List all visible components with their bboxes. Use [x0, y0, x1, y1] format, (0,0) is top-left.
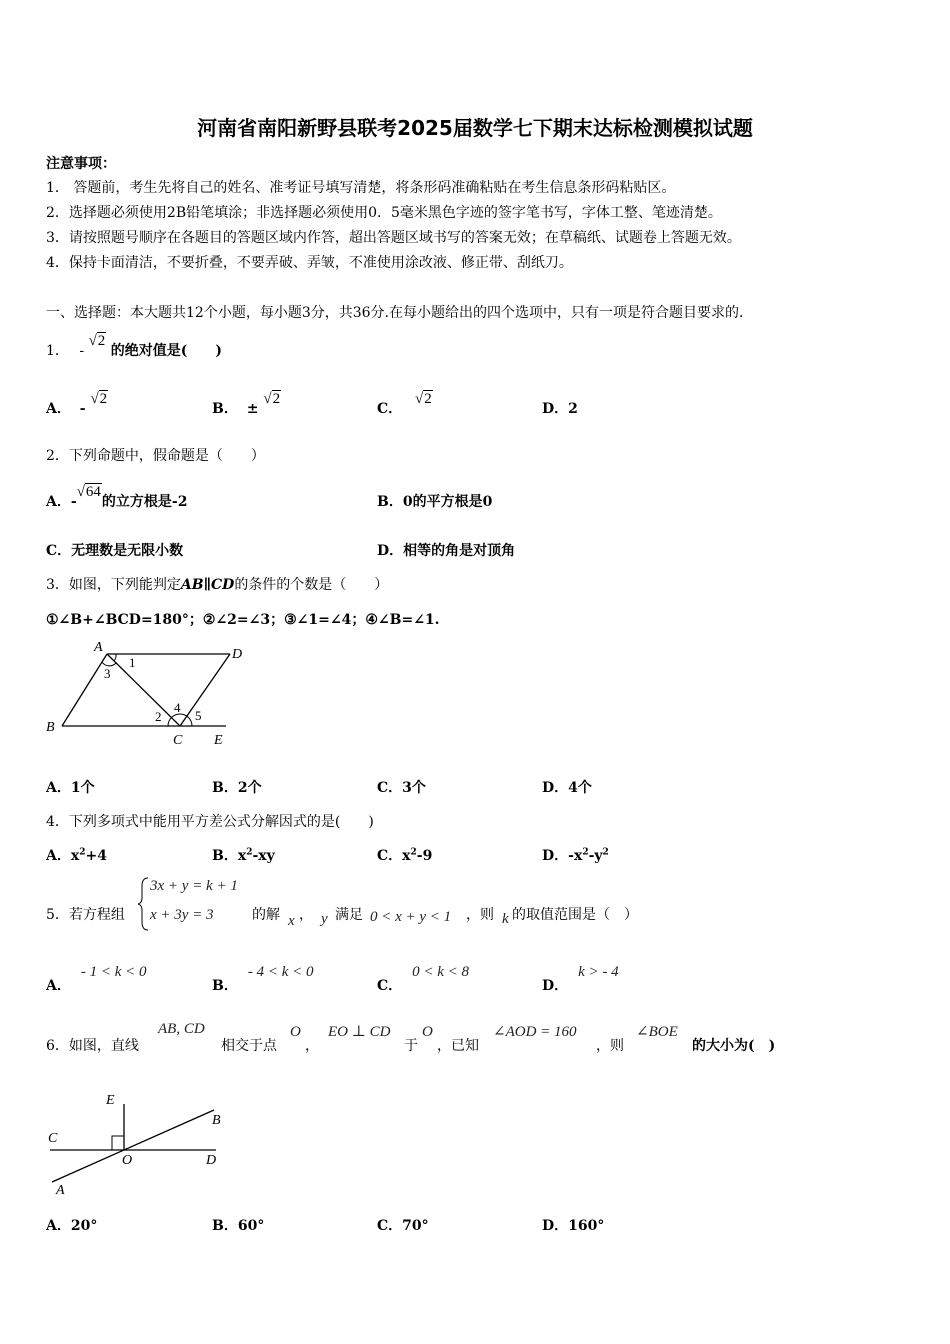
option-d	[542, 845, 609, 865]
radicand: 2	[99, 391, 108, 407]
radicand: 64	[85, 484, 101, 500]
option-text: 的立方根是-2	[101, 494, 188, 510]
question-1-stem	[46, 333, 222, 360]
radicand: 2	[97, 333, 106, 349]
option-d: D．2	[542, 401, 578, 417]
option-label: D．	[542, 848, 569, 864]
option-label: C．	[377, 848, 403, 864]
system-brace	[138, 876, 150, 932]
right-angle-mark	[112, 1136, 124, 1150]
option-label: A．	[46, 401, 71, 417]
var-y: y	[321, 911, 328, 927]
math-expression: EO ⊥ CD	[328, 1024, 391, 1040]
question-3-stem	[46, 574, 388, 594]
angle-label: 2	[155, 709, 162, 724]
option-d: D．160°	[542, 1218, 605, 1234]
question-6-text: 相交于点	[221, 1038, 277, 1054]
sqrt-expression: √64	[76, 484, 101, 500]
exponent: 2	[246, 847, 253, 858]
label-e: E	[214, 733, 223, 748]
question-5-text: 的取值范围是（ ）	[512, 907, 638, 923]
option-label: C．	[377, 978, 403, 994]
option-b	[212, 845, 275, 865]
angle-arc	[168, 714, 192, 726]
math-expression: O	[290, 1024, 301, 1040]
option-a	[46, 964, 147, 995]
notice-item: 1． 答题前，考生先将自己的姓名、准考证号填写清楚，将条形码准确粘贴在考生信息条形码粘贴区。	[46, 180, 676, 196]
option-d	[542, 964, 619, 995]
angle-label: 1	[129, 655, 136, 670]
option-expression: 0 < k < 8	[412, 964, 470, 980]
var-x: x	[288, 913, 295, 929]
line-ab	[62, 654, 107, 726]
option-b	[212, 964, 314, 995]
question-6-text: 于	[404, 1038, 418, 1054]
option-b: B．60°	[212, 1218, 265, 1234]
option-expression: - 4 < k < 0	[247, 964, 314, 980]
option-a: A．1个	[46, 780, 95, 796]
option-a	[46, 484, 188, 511]
line-cd	[180, 654, 230, 726]
label-d: D	[232, 647, 243, 662]
option-b	[212, 391, 281, 418]
radicand: 2	[424, 391, 432, 407]
question-text: 3．如图，下列能判定	[46, 577, 181, 593]
option-b: B．0的平方根是0	[377, 494, 493, 510]
question-6-text: ，	[305, 1038, 319, 1054]
angle-arc	[114, 654, 116, 661]
label-e: E	[106, 1093, 115, 1108]
question-5-prefix: 5．若方程组	[46, 907, 125, 923]
label-d: D	[206, 1153, 217, 1168]
notice-heading: 注意事项：	[46, 156, 116, 172]
option-label: B．	[212, 978, 238, 994]
option-expression: - 1 < k < 0	[80, 964, 147, 980]
math-base: -x	[568, 848, 583, 864]
label-c: C	[173, 733, 183, 748]
document-title: 河南省南阳新野县联考2025届数学七下期末达标检测模拟试题	[197, 116, 753, 140]
sqrt-expression: √2	[90, 391, 108, 407]
option-d: D．相等的角是对顶角	[377, 543, 516, 559]
exponent: 2	[410, 847, 417, 858]
option-label: A．	[46, 848, 71, 864]
exponent: 2	[79, 847, 86, 858]
math-rest: +4	[85, 848, 107, 864]
label-a: A	[94, 640, 103, 655]
math-expression: ∠AOD = 160	[493, 1024, 577, 1040]
option-c	[377, 964, 470, 995]
line-ab	[52, 1110, 217, 1182]
radicand: 2	[272, 391, 281, 407]
label-o: O	[122, 1153, 133, 1168]
math-rest: -xy	[252, 848, 275, 864]
math-expression: AB, CD	[158, 1021, 205, 1037]
math-base: -y	[588, 848, 603, 864]
question-6-text: ，已知	[437, 1038, 479, 1054]
option-b: B．2个	[212, 780, 262, 796]
option-a	[46, 391, 108, 418]
option-c	[377, 391, 433, 418]
notice-item: 3．请按照题号顺序在各题目的答题区域内作答，超出答题区域书写的答案无效；在草稿纸、试题卷上答题无效。	[46, 230, 741, 246]
label-c: C	[48, 1131, 58, 1146]
question-text: 的绝对值是( )	[110, 343, 222, 359]
angle-label: 3	[104, 666, 111, 681]
option-label: B．	[212, 848, 238, 864]
option-sign: -	[79, 401, 86, 417]
math-base: x	[70, 848, 80, 864]
math-rest: -9	[416, 848, 433, 864]
label-b: B	[46, 720, 55, 735]
exponent: 2	[582, 847, 589, 858]
label-b: B	[212, 1113, 221, 1128]
math-base: x	[237, 848, 247, 864]
option-a	[46, 845, 107, 865]
line-ac	[107, 654, 180, 726]
equation-1: 3x + y = k + 1	[150, 878, 238, 894]
option-label: C．	[377, 401, 403, 417]
intersecting-lines-figure	[40, 1080, 240, 1200]
math-expression: AB∥CD	[180, 577, 235, 593]
question-5-text: ，则	[466, 907, 494, 923]
math-base: x	[402, 848, 411, 864]
option-c: C．70°	[377, 1218, 429, 1234]
sqrt-expression: √2	[415, 391, 432, 407]
option-expression: k > - 4	[578, 964, 619, 980]
angle-label: 5	[195, 708, 202, 723]
math-expression: ∠BOE	[636, 1024, 678, 1040]
sqrt-expression: √2	[88, 333, 106, 349]
question-5-text: 的解	[252, 907, 280, 923]
question-5-text: 满足	[335, 907, 363, 923]
question-4-stem: 4．下列多项式中能用平方差公式分解因式的是( )	[46, 814, 374, 830]
sqrt-expression: √2	[263, 391, 281, 407]
option-c: C．3个	[377, 780, 426, 796]
section-heading: 一、选择题：本大题共12个小题，每小题3分，共36分.在每小题给出的四个选项中，只有一项是符合题目要求的.	[46, 305, 744, 321]
angle-label: 4	[174, 700, 181, 715]
question-6-prefix: 6．如图，直线	[46, 1038, 139, 1054]
parallelogram-figure	[40, 636, 250, 751]
option-label: D．	[542, 978, 569, 994]
option-label: A．-	[46, 494, 77, 510]
option-c: C．无理数是无限小数	[46, 543, 184, 559]
var-k: k	[502, 911, 509, 927]
option-c	[377, 845, 432, 865]
option-a: A．20°	[46, 1218, 98, 1234]
question-6-text: 的大小为( )	[692, 1038, 776, 1054]
condition-expression: 0 < x + y < 1	[370, 909, 452, 925]
option-sign: ±	[246, 401, 259, 417]
option-d: D．4个	[542, 780, 592, 796]
question-number: 1．	[46, 343, 69, 359]
option-label: A．	[46, 978, 71, 994]
question-text: 的条件的个数是（ ）	[234, 577, 389, 593]
label-a: A	[56, 1183, 65, 1198]
math-expression: O	[422, 1024, 433, 1040]
question-5-text: ，	[299, 907, 313, 923]
question-2-stem: 2．下列命题中，假命题是（ ）	[46, 448, 265, 464]
exponent: 2	[602, 847, 609, 858]
question-6-text: ，则	[596, 1038, 624, 1054]
notice-item: 2．选择题必须使用2B铅笔填涂；非选择题必须使用0．5毫米黑色字迹的签字笔书写，字体工整、笔迹清楚。	[46, 205, 722, 221]
equation-2: x + 3y = 3	[150, 907, 214, 923]
minus-sign: -	[79, 343, 85, 359]
notice-item: 4．保持卡面清洁，不要折叠，不要弄破、弄皱，不准使用涂改液、修正带、刮纸刀。	[46, 255, 573, 271]
question-3-conditions: ①∠B+∠BCD=180°；②∠2=∠3；③∠1=∠4；④∠B=∠1.	[46, 612, 440, 628]
option-label: B．	[212, 401, 238, 417]
